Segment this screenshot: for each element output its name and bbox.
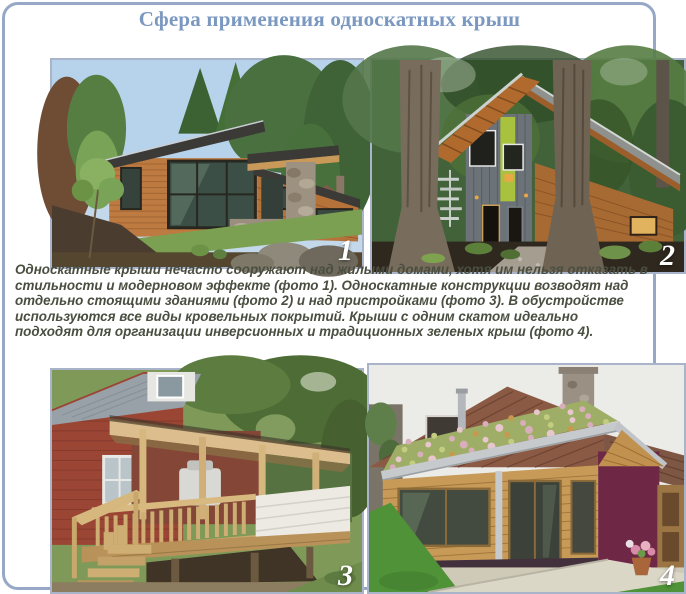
photo-2-forest-house [370,58,686,274]
photo-1-modern-wood-house [50,58,364,269]
caption-text: Односкатные крыши нечасто сооружают над жилыми домами, хотя им нельзя отказать в стильности и модерновом эффекте (фото 1). Односкатные конструкции возводят над отдельно стоящими зданиями (фото 2) и над пристройками (фото 3). В обустройстве используются все виды кровельных покрытий. Крыши с одним скатом идеально подходят для организации инверсионных и традиционных зеленых крыш (фото 4). [15,262,648,340]
photo-1-illustration [52,60,362,267]
photo-number-4: 4 [660,559,675,592]
photo-4-illustration [369,365,684,592]
page-title: Сфера применения односкатных крыш [138,7,521,31]
photo-2-illustration [372,60,684,272]
photo-number-3: 3 [338,559,353,592]
photo-3-illustration [52,370,362,592]
photo-number-2: 2 [660,239,675,272]
photo-3-porch-extension [50,368,364,594]
photo-4-green-roof-extension [367,363,686,594]
photo-number-1: 1 [338,234,353,267]
